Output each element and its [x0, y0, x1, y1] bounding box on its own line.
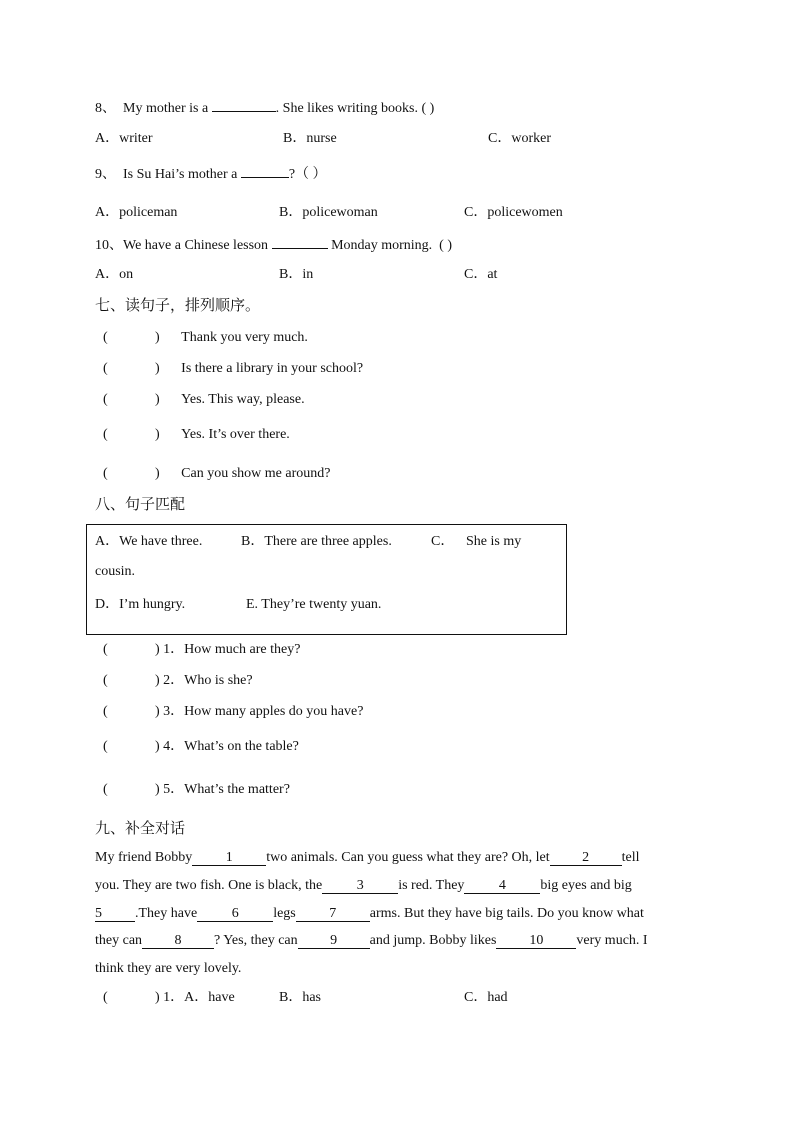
box-option-e: E. They’re twenty yuan.: [246, 597, 382, 612]
paren-close: ): [155, 361, 160, 376]
answer-paren[interactable]: (: [103, 990, 108, 1005]
answer-paren[interactable]: (: [103, 427, 108, 442]
answer-paren[interactable]: (: [103, 466, 108, 481]
answer-blank[interactable]: [241, 164, 289, 178]
question-text: My mother is a: [123, 101, 209, 116]
match-question: 5．What’s the matter?: [163, 782, 290, 797]
answer-blank[interactable]: [272, 235, 328, 249]
match-item: [103, 672, 253, 690]
section-7-title: 七、读句子，排列顺序。: [95, 296, 261, 314]
dialogue-text: is red. They: [398, 878, 465, 893]
option-b[interactable]: B．nurse: [283, 131, 337, 146]
answer-paren[interactable]: ( ): [421, 101, 435, 116]
paren-close: ): [155, 466, 160, 481]
option-a[interactable]: 1．A．have: [163, 990, 235, 1005]
question-8: [95, 98, 434, 118]
dialogue-text: they can: [95, 933, 143, 948]
match-item: [103, 781, 290, 799]
question-9: [95, 164, 327, 184]
question-10: [95, 235, 452, 255]
blank-7[interactable]: 7: [296, 906, 370, 922]
dialogue-text: legs: [273, 906, 296, 921]
answer-paren[interactable]: (: [103, 782, 108, 797]
match-item: [103, 738, 299, 756]
dialogue-text: .They have: [135, 906, 198, 921]
dialogue-text: you. They are two fish. One is black, the: [95, 878, 323, 893]
answer-paren[interactable]: (: [103, 739, 108, 754]
order-item: [103, 465, 330, 483]
paren-close: ): [155, 642, 160, 657]
blank-10[interactable]: 10: [496, 933, 576, 949]
question-number: 10、: [95, 238, 123, 253]
option-c[interactable]: C．worker: [488, 131, 551, 146]
sentence-text: Can you show me around?: [181, 466, 331, 481]
paren-close: ): [155, 990, 160, 1005]
box-option-c: She is my: [466, 534, 522, 549]
blank-8[interactable]: 8: [142, 933, 214, 949]
section-8-title: 八、句子匹配: [95, 495, 186, 513]
dialogue-line-3: [95, 905, 644, 923]
blank-2[interactable]: 2: [550, 850, 622, 866]
dialogue-line-4: [95, 932, 648, 950]
answer-blank[interactable]: [212, 98, 276, 112]
option-b[interactable]: B．policewoman: [279, 205, 378, 220]
dialogue-text: arms. But they have big tails. Do you know what: [369, 906, 644, 921]
blank-6[interactable]: 6: [197, 906, 273, 922]
sentence-text: Is there a library in your school?: [181, 361, 364, 376]
paren-close: ): [155, 330, 160, 345]
dialogue-text: two animals. Can you guess what they are? Oh, let: [266, 850, 550, 865]
dialogue-text: big eyes and big: [540, 878, 632, 893]
dialogue-line-5: think they are very lovely.: [95, 961, 242, 976]
sentence-text: Yes. This way, please.: [181, 392, 305, 407]
dialogue-text: very much. I: [576, 933, 648, 948]
match-question: 2．Who is she?: [163, 673, 253, 688]
match-item: [103, 703, 363, 721]
dialogue-line-2: [95, 877, 632, 895]
answer-paren[interactable]: (: [103, 361, 108, 376]
option-a[interactable]: A．on: [95, 267, 134, 282]
answer-paren[interactable]: (: [103, 704, 108, 719]
answer-paren[interactable]: (: [103, 392, 108, 407]
dialogue-text: My friend Bobby: [95, 850, 193, 865]
order-item: [103, 391, 305, 409]
question-text: . She likes writing books.: [275, 101, 418, 116]
option-b[interactable]: B．has: [279, 990, 321, 1005]
match-item: [103, 641, 300, 659]
question-text: ?（ ）: [288, 167, 327, 182]
dialogue-text: tell: [621, 850, 640, 865]
question-text: We have a Chinese lesson: [123, 238, 269, 253]
paren-close: ): [155, 392, 160, 407]
dialogue-line-1: [95, 849, 699, 867]
option-c[interactable]: C．at: [464, 267, 498, 282]
answer-paren[interactable]: (: [103, 642, 108, 657]
question-number: 9、: [95, 167, 116, 182]
box-option-d: D．I’m hungry.: [95, 597, 186, 612]
question-text: Monday morning.: [331, 238, 433, 253]
dialogue-text: and jump. Bobby likes: [369, 933, 497, 948]
order-item: [103, 360, 363, 378]
paren-close: ): [155, 427, 160, 442]
match-question: 3．How many apples do you have?: [163, 704, 364, 719]
option-a[interactable]: A．writer: [95, 131, 153, 146]
match-question: 1．How much are they?: [163, 642, 301, 657]
order-item: [103, 329, 308, 347]
answer-paren[interactable]: ( ): [439, 238, 452, 253]
blank-1[interactable]: 1: [192, 850, 266, 866]
box-option-b: B．There are three apples.: [241, 534, 392, 549]
option-a[interactable]: A．policeman: [95, 205, 178, 220]
sentence-text: Thank you very much.: [181, 330, 308, 345]
paren-close: ): [155, 673, 160, 688]
blank-9[interactable]: 9: [298, 933, 370, 949]
choice-item-1: [103, 989, 235, 1007]
section-9-title: 九、补全对话: [95, 819, 186, 837]
option-c[interactable]: C．policewomen: [464, 205, 563, 220]
question-text: Is Su Hai’s mother a: [123, 167, 238, 182]
box-option-c-label: C．: [431, 534, 455, 549]
answer-paren[interactable]: (: [103, 673, 108, 688]
box-option-a: A．We have three.: [95, 534, 203, 549]
blank-4[interactable]: 4: [464, 878, 540, 894]
blank-5[interactable]: 5: [95, 906, 135, 922]
paren-close: ): [155, 782, 160, 797]
dialogue-text: ? Yes, they can: [214, 933, 298, 948]
answer-paren[interactable]: (: [103, 330, 108, 345]
box-option-c-cont: cousin.: [95, 564, 136, 579]
sentence-text: Yes. It’s over there.: [181, 427, 290, 442]
order-item: [103, 426, 290, 444]
option-c[interactable]: C．had: [464, 990, 508, 1005]
option-b[interactable]: B．in: [279, 267, 314, 282]
blank-3[interactable]: 3: [322, 878, 398, 894]
match-question: 4．What’s on the table?: [163, 739, 299, 754]
paren-close: ): [155, 739, 160, 754]
question-number: 8、: [95, 101, 116, 116]
paren-close: ): [155, 704, 160, 719]
